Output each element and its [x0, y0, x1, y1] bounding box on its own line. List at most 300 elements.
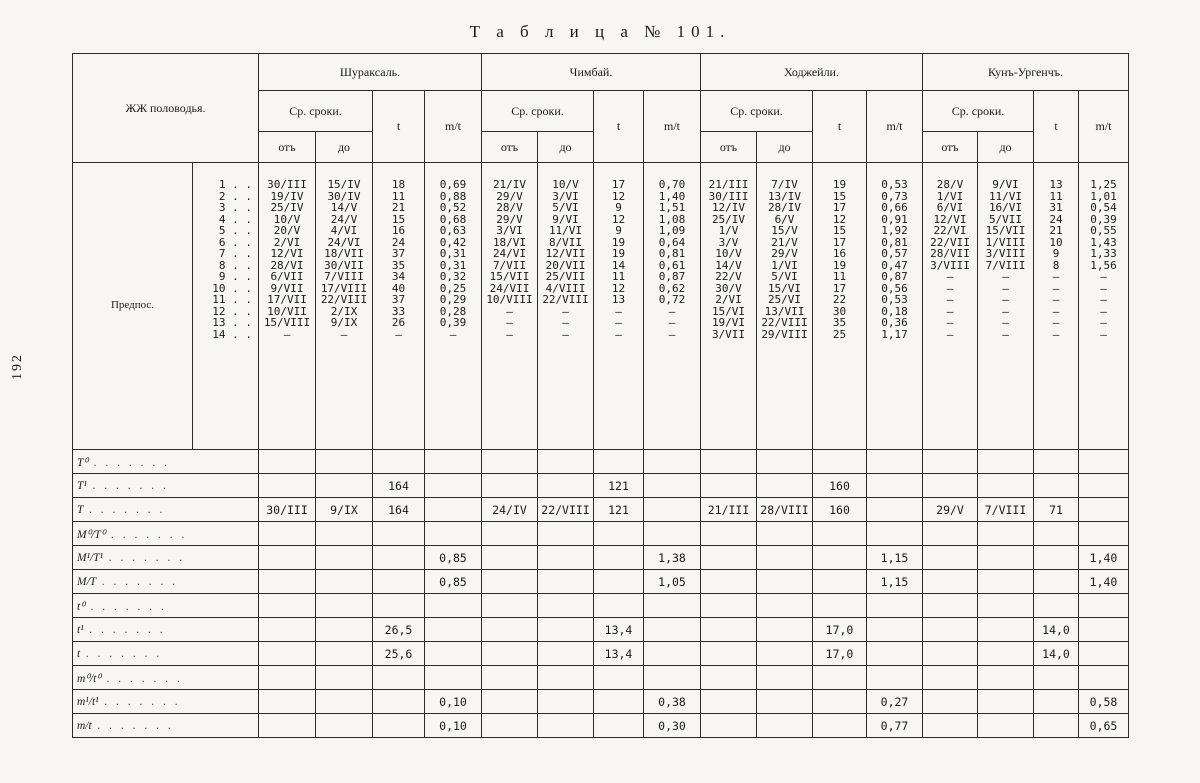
- summary-cell: [978, 714, 1034, 738]
- summary-cell: [594, 594, 644, 618]
- summary-row: [73, 666, 1129, 690]
- summary-cell: [701, 642, 757, 666]
- row-number: 4 . .: [218, 212, 252, 226]
- column-line: 9/VII: [270, 281, 304, 295]
- column-line: 25: [832, 327, 847, 341]
- column-line: 16: [391, 224, 406, 237]
- column-line: 12/IV: [711, 201, 746, 214]
- range-header: Ср. сроки.: [923, 91, 1034, 132]
- summary-cell: [482, 570, 538, 594]
- column-line: 33: [391, 304, 406, 318]
- column-line: 2/VI: [715, 293, 742, 306]
- column-line: 13/IV: [767, 189, 802, 203]
- summary-cell: [482, 546, 538, 570]
- summary-cell: [644, 474, 701, 498]
- column-line: 21/IV: [492, 178, 527, 191]
- summary-cell: [923, 714, 978, 738]
- column-line: 0,72: [658, 293, 686, 306]
- column-line: —: [506, 327, 513, 341]
- leader-dots: . . . . . . .: [86, 479, 170, 492]
- leader-dots: . . . . . . .: [83, 623, 166, 636]
- summary-cell: 0,38: [644, 690, 701, 714]
- row-number: 9 . .: [218, 270, 252, 283]
- station-mt-column: [425, 163, 482, 450]
- summary-cell: [701, 690, 757, 714]
- page-title: Т а б л и ц а № 101.: [469, 22, 731, 41]
- summary-cell: [316, 546, 373, 570]
- column-line: —: [615, 316, 622, 329]
- to-header: до: [316, 132, 373, 163]
- summary-cell: 1,05: [644, 570, 701, 594]
- column-line: 25/IV: [711, 212, 746, 226]
- summary-cell: [701, 594, 757, 618]
- column-line: 0,53: [881, 178, 908, 191]
- summary-cell: [867, 594, 923, 618]
- summary-cell: [538, 522, 594, 546]
- column-line: 9/VI: [992, 178, 1019, 191]
- column-line: 15/V: [771, 224, 798, 237]
- summary-label-text: t¹: [77, 623, 84, 636]
- summary-cell: 0,77: [867, 714, 923, 738]
- summary-cell: 25,6: [373, 642, 425, 666]
- summary-cell: [978, 642, 1034, 666]
- column-line: —: [1100, 293, 1107, 306]
- column-line: —: [562, 304, 569, 318]
- summary-cell: [1034, 450, 1079, 474]
- from-header: отъ: [923, 132, 978, 163]
- row-numbers-cell: [193, 163, 259, 450]
- column-line: 9/IX: [330, 316, 358, 329]
- summary-cell: [923, 690, 978, 714]
- summary-cell: [1079, 618, 1129, 642]
- column-line: 30/IV: [327, 189, 361, 203]
- summary-cell: [425, 498, 482, 522]
- column-line: —: [1100, 327, 1107, 341]
- summary-cell: [259, 546, 316, 570]
- column-line: 12: [832, 212, 847, 226]
- range-header: Ср. сроки.: [482, 91, 594, 132]
- column-line: 15: [832, 224, 847, 237]
- summary-cell: [978, 690, 1034, 714]
- column-line: —: [1052, 293, 1060, 306]
- mt-header: m/t: [425, 91, 482, 163]
- summary-label-text: M/T: [77, 575, 97, 588]
- column-line: 37: [391, 293, 406, 306]
- column-line: 13/VII: [764, 304, 805, 318]
- summary-label: [73, 450, 259, 474]
- column-line: 15/VII: [985, 224, 1026, 237]
- column-line: 12: [611, 281, 626, 295]
- column-line: 22/VI: [933, 224, 967, 237]
- summary-cell: 0,30: [644, 714, 701, 738]
- column-line: —: [946, 270, 954, 283]
- from-header: отъ: [482, 132, 538, 163]
- column-line: 1,17: [881, 327, 908, 341]
- column-line: 0,31: [439, 247, 467, 260]
- column-line: 26: [391, 316, 406, 329]
- summary-cell: 24/IV: [482, 498, 538, 522]
- summary-cell: 17,0: [813, 618, 867, 642]
- column-line: 0,29: [439, 293, 467, 306]
- column-line: 4/VIII: [545, 281, 586, 295]
- column-line: 7/VIII: [324, 270, 364, 283]
- column-line: 21: [391, 201, 406, 214]
- column-line: —: [946, 281, 954, 295]
- column-line: 0,64: [658, 235, 686, 249]
- column-line: 0,61: [658, 258, 686, 272]
- summary-cell: [316, 714, 373, 738]
- summary-cell: [594, 570, 644, 594]
- summary-cell: 0,27: [867, 690, 923, 714]
- t-header: t: [373, 91, 425, 163]
- summary-row: [73, 498, 1129, 522]
- summary-cell: 26,5: [373, 618, 425, 642]
- column-line: 9/VI: [552, 212, 579, 226]
- column-line: 1,56: [1090, 258, 1117, 272]
- summary-cell: [594, 450, 644, 474]
- summary-cell: [701, 666, 757, 690]
- column-line: 1/V: [718, 224, 739, 237]
- summary-label-text: M¹/T¹: [77, 551, 104, 564]
- column-line: 0,36: [881, 316, 908, 329]
- column-line: 34: [391, 270, 406, 283]
- summary-cell: [316, 450, 373, 474]
- summary-cell: 17,0: [813, 642, 867, 666]
- summary-label: [73, 714, 259, 738]
- t-header: t: [813, 91, 867, 163]
- summary-label-text: T: [77, 503, 84, 516]
- station-from-column: [923, 163, 978, 450]
- summary-cell: 0,85: [425, 546, 482, 570]
- summary-cell: [482, 450, 538, 474]
- summary-cell: 14,0: [1034, 618, 1079, 642]
- summary-cell: [482, 642, 538, 666]
- column-line: 11: [1049, 189, 1063, 203]
- summary-cell: [813, 570, 867, 594]
- column-line: 6/VI: [936, 201, 964, 214]
- leader-dots: . . . . . . .: [80, 647, 163, 660]
- column-line: —: [615, 304, 622, 318]
- column-line: 30/VII: [324, 258, 364, 272]
- column-line: 19/IV: [270, 189, 304, 203]
- summary-cell: [867, 642, 923, 666]
- summary-cell: [867, 666, 923, 690]
- summary-cell: [644, 522, 701, 546]
- column-line: 0,39: [439, 316, 467, 329]
- station-t-column: [1034, 163, 1079, 450]
- mt-header: m/t: [867, 91, 923, 163]
- summary-cell: [923, 570, 978, 594]
- summary-cell: [1079, 450, 1129, 474]
- summary-cell: [757, 642, 813, 666]
- column-line: —: [615, 327, 622, 341]
- column-line: 1/VI: [771, 258, 798, 272]
- column-line: —: [283, 327, 291, 341]
- column-line: 19/VI: [711, 316, 746, 329]
- column-line: 19: [611, 235, 626, 249]
- column-line: —: [1002, 270, 1009, 283]
- summary-label: [73, 618, 259, 642]
- summary-cell: [978, 474, 1034, 498]
- leader-dots: . . . . . . .: [105, 528, 188, 541]
- leader-dots: . . . . . . .: [98, 695, 181, 708]
- summary-row: [73, 570, 1129, 594]
- station-mt-column: [867, 163, 923, 450]
- summary-cell: [978, 666, 1034, 690]
- station-header: Ходжейли.: [701, 54, 923, 91]
- summary-cell: 28/VIII: [757, 498, 813, 522]
- column-line: 1,09: [658, 224, 686, 237]
- column-line: 22/V: [715, 270, 742, 283]
- summary-cell: [316, 594, 373, 618]
- column-line: 15/IV: [327, 178, 361, 191]
- summary-label: [73, 666, 259, 690]
- column-line: 30/V: [715, 281, 742, 295]
- summary-cell: [594, 714, 644, 738]
- column-line: 24/VI: [327, 235, 361, 249]
- row-number: 5 . .: [218, 224, 252, 237]
- station-t-column: [594, 163, 644, 450]
- column-line: 5/VI: [552, 201, 579, 214]
- column-line: 5/VI: [771, 270, 798, 283]
- summary-row: [73, 642, 1129, 666]
- column-line: 28/VI: [270, 258, 304, 272]
- summary-label: [73, 570, 259, 594]
- summary-cell: [1079, 474, 1129, 498]
- station-mt-column: [644, 163, 701, 450]
- summary-cell: [923, 546, 978, 570]
- column-line: 0,68: [439, 212, 467, 226]
- column-line: 15/VIII: [263, 316, 311, 329]
- summary-cell: [482, 666, 538, 690]
- summary-label-text: T¹: [77, 479, 87, 492]
- summary-cell: [923, 522, 978, 546]
- station-to-column: [538, 163, 594, 450]
- column-line: 11: [611, 270, 626, 283]
- summary-cell: [373, 570, 425, 594]
- summary-cell: [701, 546, 757, 570]
- summary-row: [73, 474, 1129, 498]
- column-line: 0,62: [658, 281, 686, 295]
- summary-cell: [538, 618, 594, 642]
- summary-cell: [1079, 642, 1129, 666]
- summary-cell: [259, 594, 316, 618]
- flood-table: [72, 53, 1129, 738]
- t-header: t: [1034, 91, 1079, 163]
- summary-cell: [316, 666, 373, 690]
- column-line: 21/V: [771, 235, 798, 249]
- column-line: —: [395, 327, 402, 341]
- column-line: 10/VIII: [486, 293, 533, 306]
- summary-cell: [701, 618, 757, 642]
- column-line: 12: [611, 189, 626, 203]
- column-line: 17: [832, 281, 847, 295]
- column-line: 22/VII: [930, 235, 970, 249]
- summary-cell: 0,10: [425, 690, 482, 714]
- summary-cell: 0,85: [425, 570, 482, 594]
- leader-dots: . . . . . . .: [88, 456, 171, 469]
- summary-label: [73, 498, 259, 522]
- summary-cell: [259, 690, 316, 714]
- column-line: —: [1100, 316, 1107, 329]
- column-line: 22: [832, 293, 847, 306]
- row-number: 11 . .: [212, 293, 252, 306]
- mt-header: m/t: [1079, 91, 1129, 163]
- summary-cell: [316, 690, 373, 714]
- column-line: —: [668, 327, 676, 341]
- summary-cell: [923, 618, 978, 642]
- column-line: 17/VIII: [320, 281, 368, 295]
- column-line: 3/VIII: [985, 247, 1026, 260]
- summary-cell: [644, 450, 701, 474]
- summary-cell: [373, 594, 425, 618]
- summary-cell: [316, 474, 373, 498]
- column-line: 3/VI: [552, 189, 579, 203]
- leader-dots: . . . . . . .: [91, 719, 174, 732]
- summary-cell: [701, 570, 757, 594]
- column-line: 28/IV: [767, 201, 802, 214]
- summary-cell: [482, 690, 538, 714]
- column-line: 17/VII: [267, 293, 307, 306]
- summary-cell: [813, 690, 867, 714]
- column-line: 15/VII: [489, 270, 530, 283]
- column-line: 1,40: [658, 189, 686, 203]
- summary-label: [73, 474, 259, 498]
- summary-cell: [1079, 666, 1129, 690]
- summary-cell: [538, 546, 594, 570]
- column-line: 25/VI: [767, 293, 802, 306]
- summary-cell: [1034, 594, 1079, 618]
- column-line: 10/V: [273, 212, 301, 226]
- summary-cell: [373, 666, 425, 690]
- row-number: 6 . .: [218, 235, 252, 249]
- summary-cell: 13,4: [594, 642, 644, 666]
- column-line: 0,88: [439, 189, 467, 203]
- summary-cell: 0,58: [1079, 690, 1129, 714]
- column-line: —: [668, 316, 676, 329]
- summary-label-text: m/t: [77, 719, 92, 732]
- column-line: 15: [391, 212, 406, 226]
- column-line: 17: [611, 178, 626, 191]
- summary-cell: 13,4: [594, 618, 644, 642]
- column-line: 0,56: [881, 281, 908, 295]
- summary-label: [73, 690, 259, 714]
- summary-cell: 7/VIII: [978, 498, 1034, 522]
- column-line: 0,73: [881, 189, 908, 203]
- summary-label: [73, 594, 259, 618]
- column-line: 30: [832, 304, 847, 318]
- column-line: 0,87: [881, 270, 908, 283]
- summary-cell: [813, 546, 867, 570]
- data-label: Предпос.: [73, 163, 193, 450]
- leader-dots: . . . . . . .: [84, 600, 168, 613]
- column-line: 29/V: [771, 247, 798, 260]
- summary-cell: [813, 450, 867, 474]
- column-line: 0,31: [439, 258, 467, 272]
- column-line: 16: [832, 247, 847, 260]
- column-line: 0,87: [658, 270, 686, 283]
- summary-cell: [1034, 522, 1079, 546]
- column-line: —: [1100, 270, 1107, 283]
- summary-cell: [813, 666, 867, 690]
- summary-cell: [644, 498, 701, 522]
- summary-label: [73, 546, 259, 570]
- page-number: 192: [10, 353, 25, 380]
- summary-cell: [594, 522, 644, 546]
- column-line: 17: [832, 235, 847, 249]
- summary-label: [73, 522, 259, 546]
- column-line: 0,81: [881, 235, 908, 249]
- summary-cell: [538, 450, 594, 474]
- station-from-column: [482, 163, 538, 450]
- summary-cell: [316, 570, 373, 594]
- column-line: 1,43: [1090, 235, 1117, 249]
- summary-label-text: t: [77, 647, 81, 660]
- column-line: 3/V: [718, 235, 739, 249]
- column-line: 1,25: [1090, 178, 1117, 191]
- column-line: 0,91: [881, 212, 908, 226]
- summary-cell: [259, 618, 316, 642]
- summary-cell: [373, 690, 425, 714]
- summary-cell: [701, 474, 757, 498]
- station-mt-column: [1079, 163, 1129, 450]
- column-line: 9: [615, 224, 622, 237]
- column-line: 1,33: [1090, 247, 1117, 260]
- column-line: —: [1002, 304, 1009, 318]
- to-header: до: [757, 132, 813, 163]
- summary-cell: [757, 714, 813, 738]
- summary-cell: [538, 642, 594, 666]
- column-line: 0,25: [439, 281, 467, 295]
- summary-cell: 71: [1034, 498, 1079, 522]
- row-number: 1 . .: [218, 178, 252, 191]
- summary-cell: [425, 666, 482, 690]
- column-line: —: [1002, 281, 1009, 295]
- summary-cell: 121: [594, 498, 644, 522]
- column-line: 11/VI: [988, 189, 1023, 203]
- column-line: 22/VIII: [761, 316, 808, 329]
- column-line: 0,42: [439, 235, 467, 249]
- station-from-column: [259, 163, 316, 450]
- column-line: 1/VI: [936, 189, 964, 203]
- summary-cell: [757, 618, 813, 642]
- summary-cell: 0,10: [425, 714, 482, 738]
- column-line: 18: [391, 178, 406, 191]
- summary-cell: [757, 666, 813, 690]
- column-line: 0,69: [439, 178, 467, 191]
- summary-cell: [259, 714, 316, 738]
- summary-cell: [538, 594, 594, 618]
- column-line: 18/VII: [324, 247, 364, 260]
- column-line: —: [1100, 304, 1107, 318]
- summary-cell: [813, 522, 867, 546]
- summary-cell: [373, 522, 425, 546]
- row-number: 14 . .: [212, 327, 252, 341]
- column-line: 0,81: [658, 247, 686, 260]
- column-line: 1,51: [658, 201, 686, 214]
- summary-cell: [644, 666, 701, 690]
- station-from-column: [701, 163, 757, 450]
- column-line: —: [1100, 281, 1107, 295]
- summary-cell: [757, 570, 813, 594]
- summary-cell: 21/III: [701, 498, 757, 522]
- column-line: 0,32: [439, 270, 467, 283]
- summary-cell: [923, 474, 978, 498]
- summary-cell: [259, 450, 316, 474]
- summary-cell: 164: [373, 474, 425, 498]
- summary-cell: [425, 450, 482, 474]
- summary-cell: [867, 618, 923, 642]
